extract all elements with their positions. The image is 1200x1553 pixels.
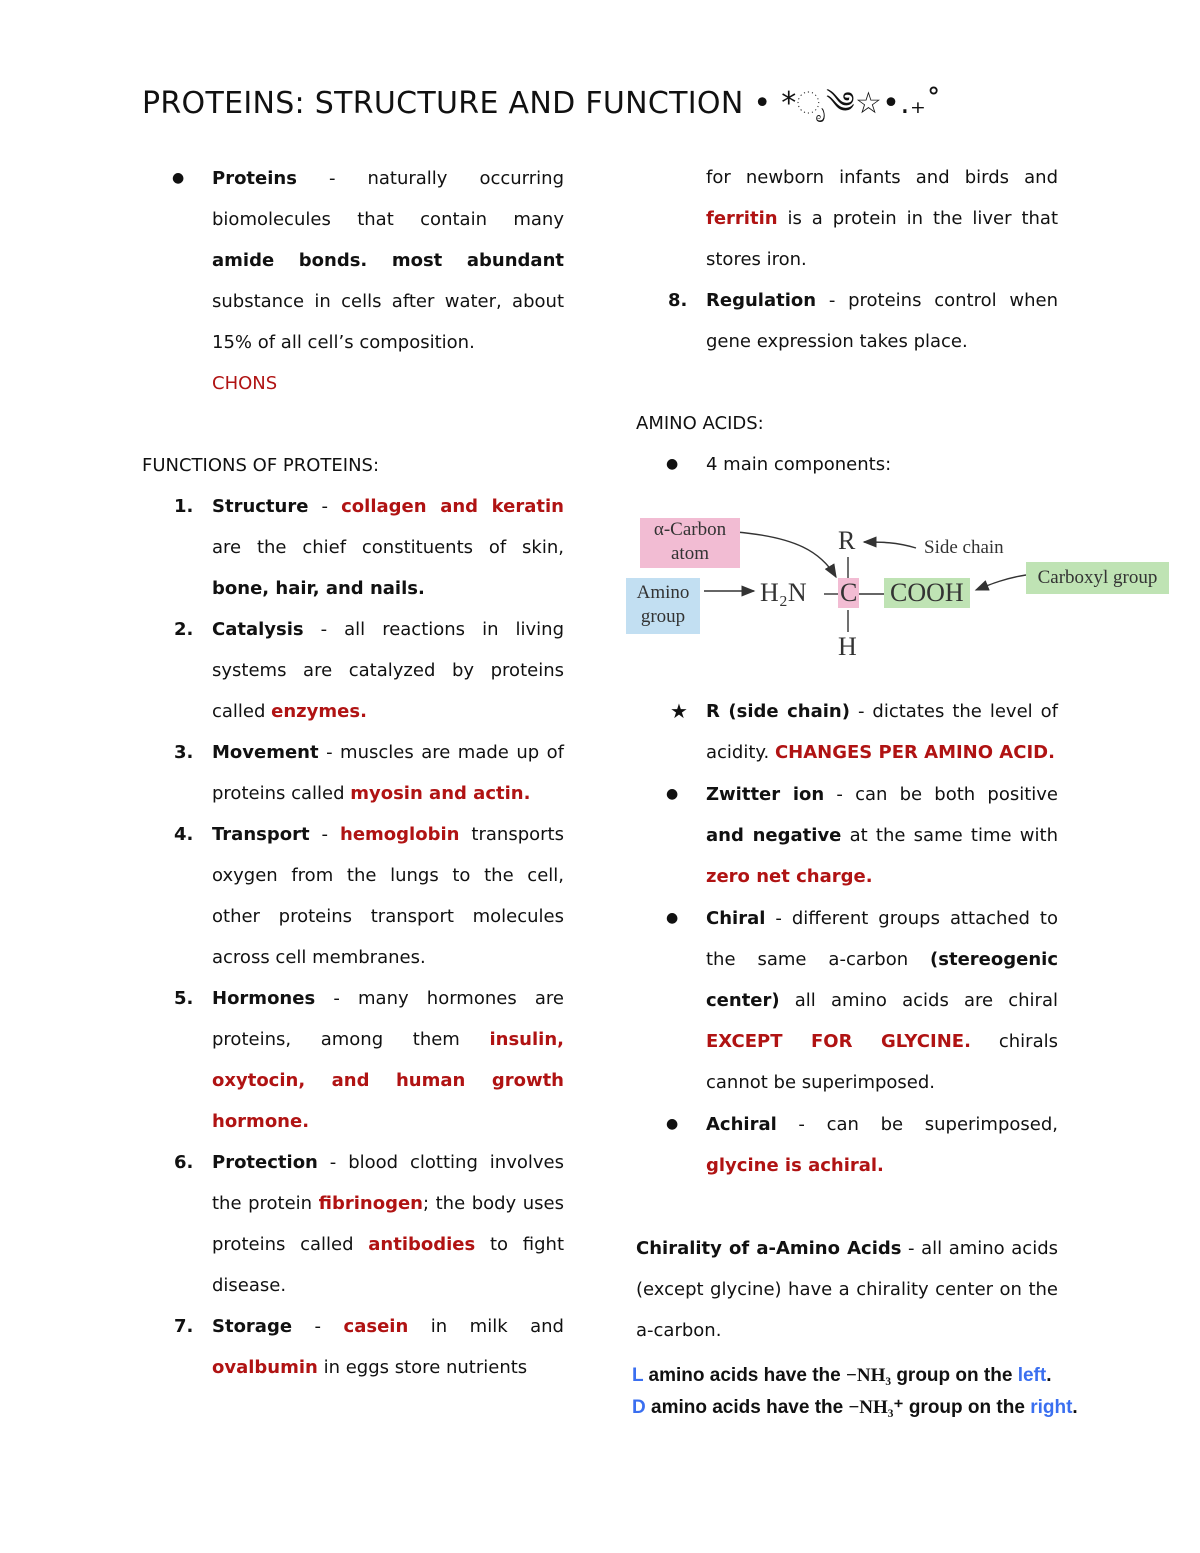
note-text: at the same time with bbox=[841, 825, 1058, 846]
note-term: Chiral bbox=[706, 908, 766, 929]
item-number: 3. bbox=[174, 742, 194, 763]
function-highlight: ovalbumin bbox=[212, 1357, 318, 1378]
function-term: Protection bbox=[212, 1152, 318, 1173]
star-icon: ★ bbox=[670, 699, 688, 723]
function-text: - all reactions in living systems are catalyzed by proteins called bbox=[212, 619, 564, 722]
function-text: in eggs store nutrients bbox=[317, 1357, 528, 1378]
note-text: chirals cannot be superimposed. bbox=[706, 1031, 1058, 1093]
function-term: Transport bbox=[212, 824, 310, 845]
note-bold: (stereogenic center) bbox=[706, 949, 1058, 1011]
function-text: - blood clotting involves the protein bbox=[212, 1152, 564, 1214]
function-item bbox=[142, 609, 564, 732]
item-number: 4. bbox=[174, 824, 194, 845]
side-chain-arrow bbox=[864, 542, 916, 548]
function-text: in milk and bbox=[408, 1316, 564, 1337]
ld-text: . bbox=[1046, 1365, 1052, 1386]
note-text: all amino acids are chiral bbox=[779, 990, 1058, 1011]
function-item bbox=[142, 486, 564, 609]
intro-term: Proteins bbox=[212, 168, 297, 189]
d-amino-line bbox=[632, 1392, 1078, 1424]
function-term: Regulation bbox=[706, 290, 817, 311]
function-text: are the chief constituents of skin, bbox=[212, 537, 564, 558]
page-title: PROTEINS: STRUCTURE AND FUNCTION • *ೃ༄☆•.₊˚ bbox=[142, 86, 942, 121]
bullet-icon: ● bbox=[666, 786, 679, 802]
components-text: 4 main components: bbox=[706, 454, 892, 475]
function-text: - bbox=[309, 824, 341, 845]
ld-text: group on the bbox=[891, 1365, 1018, 1386]
achiral-note bbox=[636, 1104, 1058, 1186]
zwitter-note bbox=[636, 774, 1058, 897]
functions-heading: FUNCTIONS OF PROTEINS: bbox=[142, 455, 380, 476]
note-term: Zwitter ion bbox=[706, 784, 825, 805]
item-number: 5. bbox=[174, 988, 194, 1009]
components-bullet bbox=[636, 444, 1058, 485]
amine: H₂N bbox=[760, 578, 807, 607]
intro-text: - naturally occurring biomolecules that contain many bbox=[212, 168, 564, 230]
function-text: ; the body uses proteins called bbox=[212, 1193, 564, 1255]
intro-bold: amide bonds. most abundant bbox=[212, 250, 564, 271]
r-group: R bbox=[838, 526, 856, 555]
function-term: Storage bbox=[212, 1316, 293, 1337]
bullet-icon: ● bbox=[666, 1116, 679, 1132]
carboxyl-group-box: Carboxyl group bbox=[1026, 562, 1169, 594]
function-item bbox=[142, 1306, 564, 1388]
d-letter: D bbox=[632, 1397, 646, 1418]
item-number: 1. bbox=[174, 496, 194, 517]
note-term: Achiral bbox=[706, 1114, 777, 1135]
function-highlight: casein bbox=[343, 1316, 409, 1337]
function-bold: bone, hair, and nails. bbox=[212, 578, 425, 599]
function-highlight: antibodies bbox=[368, 1234, 476, 1255]
note-highlight: EXCEPT FOR GLYCINE. bbox=[706, 1031, 971, 1052]
function-text: - bbox=[292, 1316, 344, 1337]
item-number: 2. bbox=[174, 619, 194, 640]
item-number: 6. bbox=[174, 1152, 194, 1173]
chirality-paragraph bbox=[636, 1228, 1058, 1351]
function-text: is a protein in the liver that stores iron. bbox=[706, 208, 1058, 270]
amine-formula: −NH₃ bbox=[846, 1365, 892, 1386]
function-item bbox=[142, 732, 564, 814]
ld-text: group on the bbox=[903, 1397, 1031, 1418]
chiral-note bbox=[636, 898, 1058, 1103]
ld-text: amino acids have the bbox=[645, 1397, 849, 1418]
carboxyl: COOH bbox=[884, 578, 970, 608]
left-column bbox=[142, 158, 564, 1388]
bullet-icon: ● bbox=[666, 910, 679, 926]
function-highlight: enzymes. bbox=[271, 701, 367, 722]
note-text: - can be both positive bbox=[824, 784, 1058, 805]
function-highlight: collagen and keratin bbox=[341, 496, 564, 517]
note-text: - dictates the level of acidity. bbox=[706, 701, 1058, 763]
alpha-carbon-arrow bbox=[736, 532, 836, 577]
function-text: for newborn infants and birds and bbox=[706, 167, 1058, 188]
function-text: - muscles are made up of proteins called bbox=[212, 742, 564, 804]
amino-acid-notes bbox=[636, 691, 1058, 1186]
right-column bbox=[636, 157, 1058, 485]
function-item bbox=[142, 978, 564, 1142]
chons-label: CHONS bbox=[212, 373, 278, 394]
function-term: Hormones bbox=[212, 988, 316, 1009]
side-chain-label: Side chain bbox=[924, 537, 1004, 558]
function-text: - proteins control when gene expression takes place. bbox=[706, 290, 1058, 352]
function-highlight: hemoglobin bbox=[340, 824, 460, 845]
l-amino-line bbox=[632, 1360, 1078, 1392]
note-term: R (side chain) bbox=[706, 701, 850, 722]
direction-right: right bbox=[1030, 1397, 1073, 1418]
l-letter: L bbox=[632, 1365, 644, 1386]
amino-acid-diagram bbox=[626, 512, 1171, 662]
intro-text2: substance in cells after water, about 15% of all cell’s composition. bbox=[212, 291, 564, 353]
function-term: Catalysis bbox=[212, 619, 304, 640]
note-bold: and negative bbox=[706, 825, 842, 846]
function-term: Movement bbox=[212, 742, 319, 763]
carboxyl-arrow bbox=[976, 575, 1026, 590]
function-item bbox=[142, 814, 564, 978]
l-d-definitions bbox=[632, 1360, 1078, 1424]
function-text: - many hormones are proteins, among them bbox=[212, 988, 564, 1050]
chirality-term: Chirality of a-Amino Acids bbox=[636, 1238, 902, 1259]
note-highlight: CHANGES PER AMINO ACID. bbox=[774, 742, 1055, 763]
alpha-carbon: C bbox=[840, 578, 858, 607]
function-highlight: myosin and actin. bbox=[350, 783, 531, 804]
function-highlight: fibrinogen bbox=[318, 1193, 423, 1214]
bullet-icon: ● bbox=[666, 456, 679, 472]
function-text: - bbox=[308, 496, 342, 517]
item-number: 7. bbox=[174, 1316, 194, 1337]
direction-left: left bbox=[1017, 1365, 1047, 1386]
chirality-text: - all amino acids (except glycine) have a chirality center on the a-carbon. bbox=[636, 1238, 1058, 1341]
note-highlight: zero net charge. bbox=[706, 866, 873, 887]
function-item bbox=[142, 1142, 564, 1306]
item-number: 8. bbox=[668, 290, 688, 311]
alpha-carbon-box: α-Carbon atom bbox=[640, 518, 740, 568]
ld-text: amino acids have the bbox=[643, 1365, 847, 1386]
amino-group-box: Amino group bbox=[626, 578, 700, 634]
note-text: - can be superimposed, bbox=[776, 1114, 1058, 1135]
ld-text: . bbox=[1072, 1397, 1078, 1418]
function-text: to fight disease. bbox=[212, 1234, 565, 1296]
function-term: Structure bbox=[212, 496, 309, 517]
hydrogen: H bbox=[838, 632, 857, 661]
function-highlight: ferritin bbox=[706, 208, 778, 229]
function-text: transports oxygen from the lungs to the cell, other proteins transport molecules across cell membranes. bbox=[212, 824, 564, 968]
bullet-icon: ● bbox=[172, 170, 185, 186]
amino-acids-heading: AMINO ACIDS: bbox=[636, 413, 764, 434]
storage-continued bbox=[636, 157, 1058, 280]
note-text: - different groups attached to the same a-carbon bbox=[706, 908, 1058, 970]
intro-bullet bbox=[142, 158, 564, 404]
function-item bbox=[636, 280, 1058, 362]
amine-formula: −NH₃⁺ bbox=[848, 1397, 904, 1418]
note-highlight: glycine is achiral. bbox=[706, 1155, 884, 1176]
r-side-chain-note bbox=[636, 691, 1058, 773]
function-highlight: insulin, oxytocin, and human growth hormone. bbox=[212, 1029, 564, 1132]
